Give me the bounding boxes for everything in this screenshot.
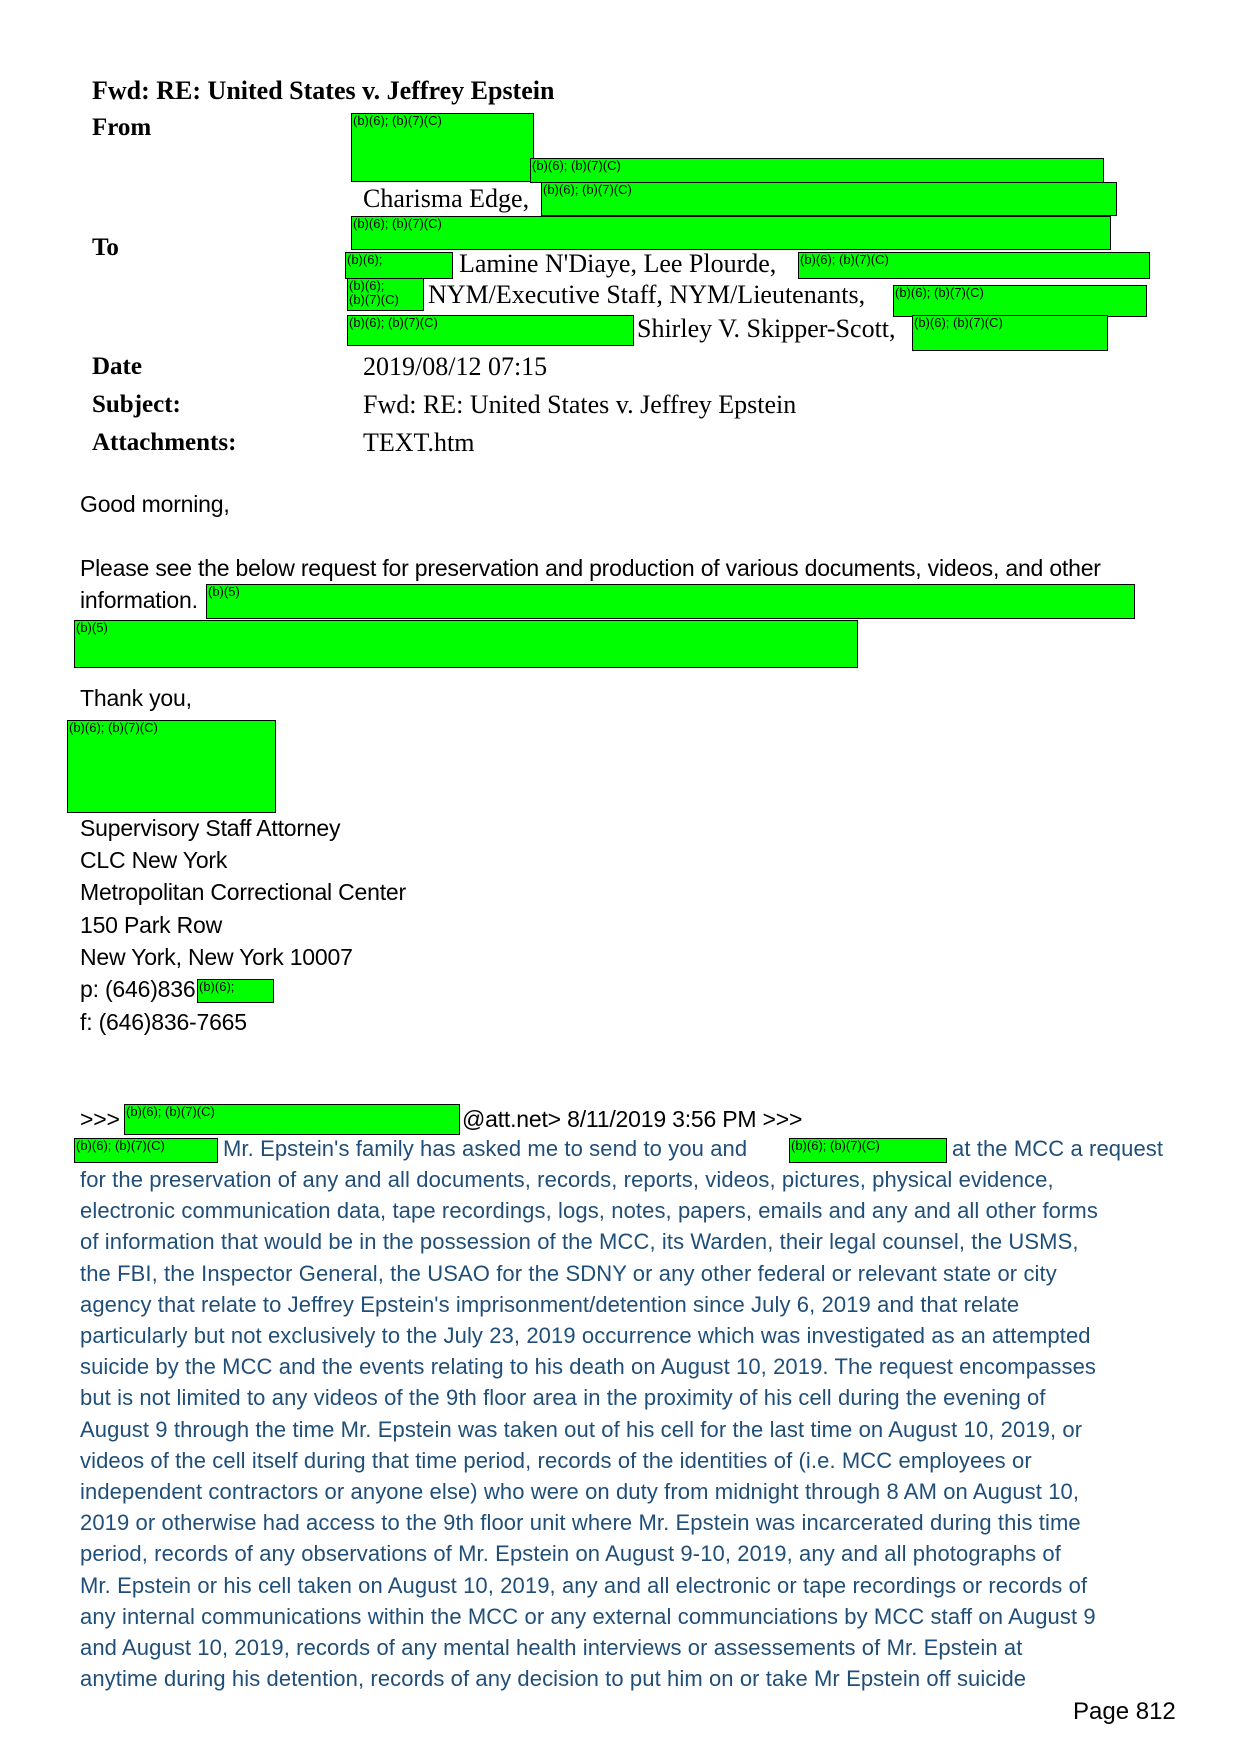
signature-fax: f: (646)836-7665 (80, 1009, 247, 1035)
forward-body-line: of information that would be in the possession of the MCC, its Warden, their legal counsel, the USMS, (80, 1229, 1079, 1255)
forward-body-line: electronic communication data, tape recordings, logs, notes, papers, emails and any and all other forms (80, 1198, 1098, 1224)
email-title: Fwd: RE: United States v. Jeffrey Epstein (92, 76, 555, 105)
date-label: Date (92, 353, 142, 380)
redaction-box: (b)(6); (b)(7)(C) (351, 216, 1111, 250)
forward-body-line: Mr. Epstein's family has asked me to send to you and (223, 1136, 748, 1161)
forward-body-line: independent contractors or anyone else) who were on duty from midnight through 8 AM on August 10, (80, 1479, 1080, 1504)
redaction-box: (b)(5) (74, 620, 858, 668)
forward-prefix: >>> (80, 1106, 120, 1132)
redaction-box: (b)(6); (b)(7)(C) (347, 278, 424, 311)
redaction-box: (b)(6); (b)(7)(C) (347, 315, 634, 346)
signature-phone: p: (646)836 (80, 976, 196, 1002)
forward-body-line: agency that relate to Jeffrey Epstein's imprisonment/detention since July 6, 2019 and that relate (80, 1291, 1020, 1317)
redaction-box: (b)(6); (197, 979, 274, 1003)
forward-body-line: and August 10, 2019, records of any mental health interviews or assessements of Mr. Epstein at (80, 1635, 1023, 1660)
from-label: From (92, 114, 152, 141)
signature-facility: Metropolitan Correctional Center (80, 879, 406, 905)
forward-body-line: August 9 through the time Mr. Epstein was taken out of his cell for the last time on August 10, 2019, or (80, 1416, 1083, 1442)
closing: Thank you, (80, 685, 192, 711)
forward-body-line: videos of the cell itself during that time period, records of the identities of (i.e. MCC employees or (80, 1447, 1032, 1473)
signature-street: 150 Park Row (80, 912, 223, 938)
redaction-box: (b)(6); (b)(7)(C) (912, 315, 1108, 351)
redaction-box: (b)(6); (b)(7)(C) (893, 285, 1147, 317)
forward-body-line: at the MCC a request (952, 1136, 1164, 1161)
forward-body-line: anytime during his detention, records of any decision to put him on or take Mr Epstein off suicide (80, 1666, 1027, 1692)
subject-label: Subject: (92, 391, 181, 418)
to-recipient-line-1: Charisma Edge, (363, 184, 530, 213)
signature-title: Supervisory Staff Attorney (80, 815, 341, 841)
to-label: To (92, 234, 119, 261)
redaction-box: (b)(6); (b)(7)(C) (798, 252, 1150, 279)
redaction-box: (b)(6); (b)(7)(C) (124, 1104, 460, 1135)
redaction-box: (b)(6); (b)(7)(C) (789, 1138, 947, 1163)
forward-body-line: 2019 or otherwise had access to the 9th floor unit where Mr. Epstein was incarcerated during this time (80, 1510, 1081, 1536)
to-recipient-line-3: NYM/Executive Staff, NYM/Lieutenants, (428, 280, 866, 309)
attachment-link[interactable]: TEXT.htm (363, 428, 475, 457)
date-value: 2019/08/12 07:15 (363, 352, 548, 381)
redaction-box: (b)(6); (b)(7)(C) (74, 1138, 218, 1163)
forward-sender-line: @att.net> 8/11/2019 3:56 PM >>> (462, 1106, 803, 1132)
attachments-label: Attachments: (92, 429, 237, 456)
redaction-box: (b)(6); (b)(7)(C) (67, 720, 276, 813)
to-recipient-line-2: Lamine N'Diaye, Lee Plourde, (459, 249, 777, 278)
redaction-box: (b)(6); (b)(7)(C) (351, 113, 534, 182)
body-paragraph-line: Please see the below request for preservation and production of various documents, videos, and other (80, 555, 1101, 581)
to-recipient-line-4: Shirley V. Skipper-Scott, (637, 314, 896, 343)
forward-body-line: particularly but not exclusively to the July 23, 2019 occurrence which was investigated as an attempted (80, 1323, 1091, 1348)
forward-body-line: any internal communications within the MCC or any external communciations by MCC staff on August 9 (80, 1603, 1096, 1629)
redaction-box: (b)(6); (345, 252, 453, 279)
body-paragraph-line: information. (80, 587, 198, 613)
forward-body-line: suicide by the MCC and the events relating to his death on August 10, 2019. The request encompasses (80, 1354, 1097, 1380)
signature-city: New York, New York 10007 (80, 944, 353, 970)
forward-body-line: the FBI, the Inspector General, the USAO for the SDNY or any other federal or relevant state or city (80, 1260, 1057, 1286)
redaction-box: (b)(6); (b)(7)(C) (541, 182, 1117, 216)
redaction-box: (b)(6); (b)(7)(C) (530, 158, 1104, 183)
forward-body-line: Mr. Epstein or his cell taken on August 10, 2019, any and all electronic or tape recordings or records of (80, 1572, 1088, 1598)
forward-body-line: period, records of any observations of Mr. Epstein on August 9-10, 2019, any and all photographs of (80, 1541, 1061, 1567)
forward-body-line: for the preservation of any and all documents, records, reports, videos, pictures, physical evidence, (80, 1167, 1054, 1192)
greeting: Good morning, (80, 491, 230, 517)
subject-value: Fwd: RE: United States v. Jeffrey Epstein (363, 390, 797, 419)
signature-org: CLC New York (80, 847, 228, 873)
forward-body-line: but is not limited to any videos of the 9th floor area in the proximity of his cell during the evening of (80, 1385, 1046, 1411)
redaction-box: (b)(5) (206, 584, 1135, 619)
page-number: Page 812 (1073, 1698, 1176, 1725)
